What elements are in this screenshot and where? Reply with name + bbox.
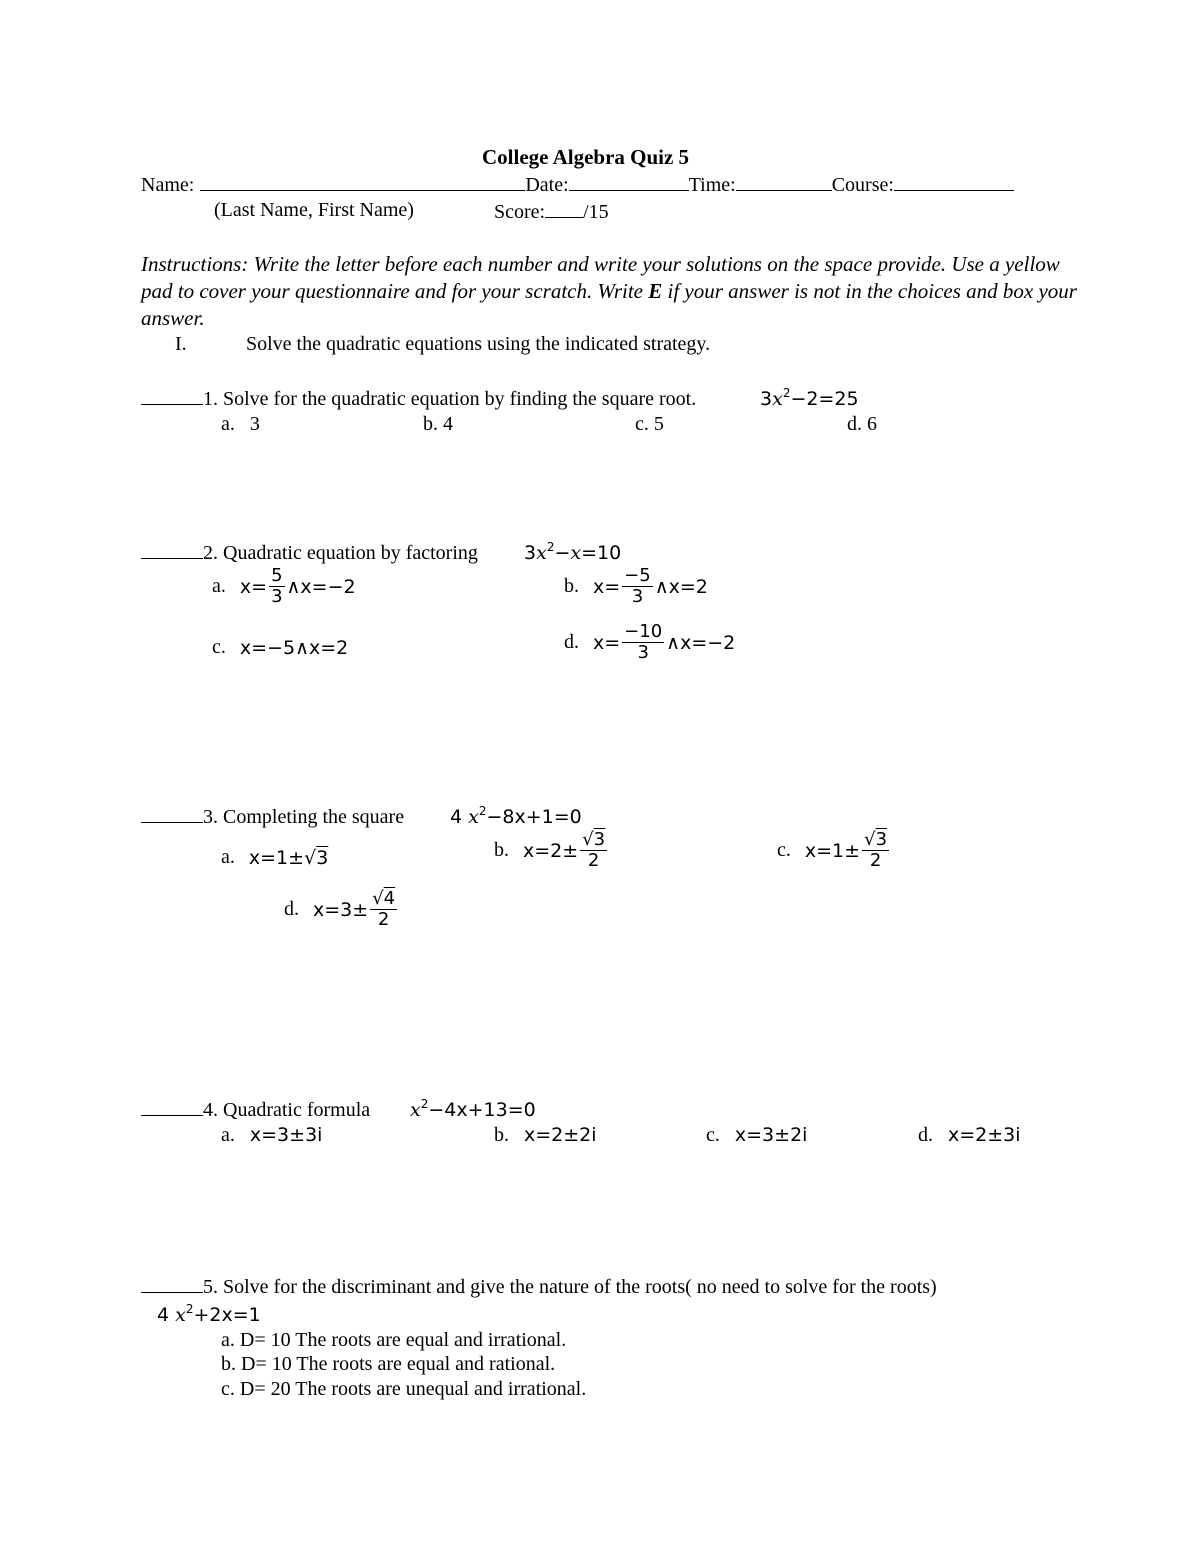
instructions-text1: Write the letter before each number and write your solutions on the space provide. Use a yellow pad to cover your questionnaire and for your scratch. Write [141, 252, 1060, 303]
answer-blank-1[interactable] [141, 386, 203, 405]
q2a-fraction: $\frac{5}{3}$ [271, 565, 283, 607]
q2-equation: $3x^2-x=10$ [524, 540, 622, 564]
q2-choice-b[interactable]: b. x= $\frac{-5}{3}$ ∧x=2 [564, 565, 708, 607]
q5-choice-c[interactable]: c. D= 20 The roots are unequal and irrational. [221, 1378, 587, 1400]
q1-equation: $3x^2-2=25$ [760, 386, 859, 410]
q1-prompt: 1. Solve for the quadratic equation by finding the square root. [203, 388, 697, 410]
q3-prompt: 3. Completing the square [203, 806, 405, 828]
answer-blank-2[interactable] [141, 540, 203, 559]
answer-blank-4[interactable] [141, 1097, 203, 1116]
q2b-fraction: $\frac{-5}{3}$ [624, 565, 651, 607]
instructions [141, 251, 1081, 332]
score-blank[interactable] [545, 199, 583, 218]
q2-choice-c[interactable]: c. x=−5∧x=2 [212, 636, 349, 659]
q1-choice-a[interactable]: a. 3 [221, 413, 260, 435]
name-blank[interactable] [200, 172, 525, 191]
q1-choice-b[interactable]: b. 4 [423, 413, 453, 435]
course-label: Course: [831, 174, 894, 196]
q2-choice-a[interactable]: a. x= $\frac{5}{3}$ ∧x=−2 [212, 565, 356, 607]
q3-choice-b[interactable]: b. x=2± $\frac{√3}{2}$ [494, 829, 606, 871]
q4-choice-d[interactable]: d. x=2±3i [918, 1124, 1021, 1146]
quiz-title: College Algebra Quiz 5 [482, 145, 690, 169]
q5-choice-b[interactable]: b. D= 10 The roots are equal and rational. [221, 1353, 556, 1375]
q5-equation: 4 $x^2+2x=1$ [157, 1302, 261, 1326]
date-blank[interactable] [569, 172, 689, 191]
q2d-fraction: $\frac{-10}{3}$ [624, 621, 663, 663]
name-line [141, 172, 1014, 197]
q3-choice-c[interactable]: c. x=1± $\frac{√3}{2}$ [777, 829, 888, 871]
q1-choice-c[interactable]: c. 5 [635, 413, 664, 435]
score-label: Score: [494, 201, 546, 223]
q4-choice-b[interactable]: b. x=2±2i [494, 1124, 597, 1146]
time-blank[interactable] [736, 172, 832, 191]
q3b-fraction: $\frac{√3}{2}$ [582, 829, 606, 871]
question-4 [141, 1097, 370, 1122]
q4-choice-a[interactable]: a. x=3±3i [221, 1124, 323, 1146]
question-3 [141, 804, 404, 829]
answer-blank-3[interactable] [141, 804, 203, 823]
q5-choice-a[interactable]: a. D= 10 The roots are equal and irrational. [221, 1329, 567, 1351]
q3-choice-a[interactable]: a. x=1± √ 3 [221, 846, 329, 869]
q3-choice-d[interactable]: d. x=3± $\frac{√4}{2}$ [284, 888, 396, 930]
score-total: /15 [583, 201, 609, 223]
q3d-fraction: $\frac{√4}{2}$ [372, 888, 396, 930]
instructions-text2: if your answer is not in the choices and box your answer. [141, 279, 1077, 330]
name-hint: (Last Name, First Name) [214, 199, 414, 221]
q3-equation: 4 $x^2-8x+1=0$ [450, 804, 582, 828]
question-1 [141, 386, 696, 411]
answer-blank-5[interactable] [141, 1274, 203, 1293]
q4-equation: $x^2-4x+13=0$ [410, 1097, 536, 1121]
q5-prompt: 5. Solve for the discriminant and give the nature of the roots( no need to solve for the roots) [203, 1276, 937, 1298]
section-title: Solve the quadratic equations using the indicated strategy. [246, 333, 711, 355]
question-2 [141, 540, 478, 565]
instructions-emph: E [648, 279, 663, 303]
course-blank[interactable] [894, 172, 1014, 191]
date-label: Date: [525, 174, 569, 196]
q4-choice-c[interactable]: c. x=3±2i [706, 1124, 808, 1146]
time-label: Time: [688, 174, 736, 196]
name-label: Name: [141, 174, 195, 196]
score-line [494, 199, 609, 224]
instructions-label: Instructions: [141, 252, 249, 276]
q3c-fraction: $\frac{√3}{2}$ [864, 829, 888, 871]
section-numeral: I. [175, 333, 187, 355]
q1-choice-d[interactable]: d. 6 [847, 413, 877, 435]
q4-prompt: 4. Quadratic formula [203, 1099, 371, 1121]
q2-prompt: 2. Quadratic equation by factoring [203, 542, 478, 564]
q2-choice-d[interactable]: d. x= $\frac{-10}{3}$ ∧x=−2 [564, 621, 736, 663]
question-5 [141, 1274, 937, 1299]
